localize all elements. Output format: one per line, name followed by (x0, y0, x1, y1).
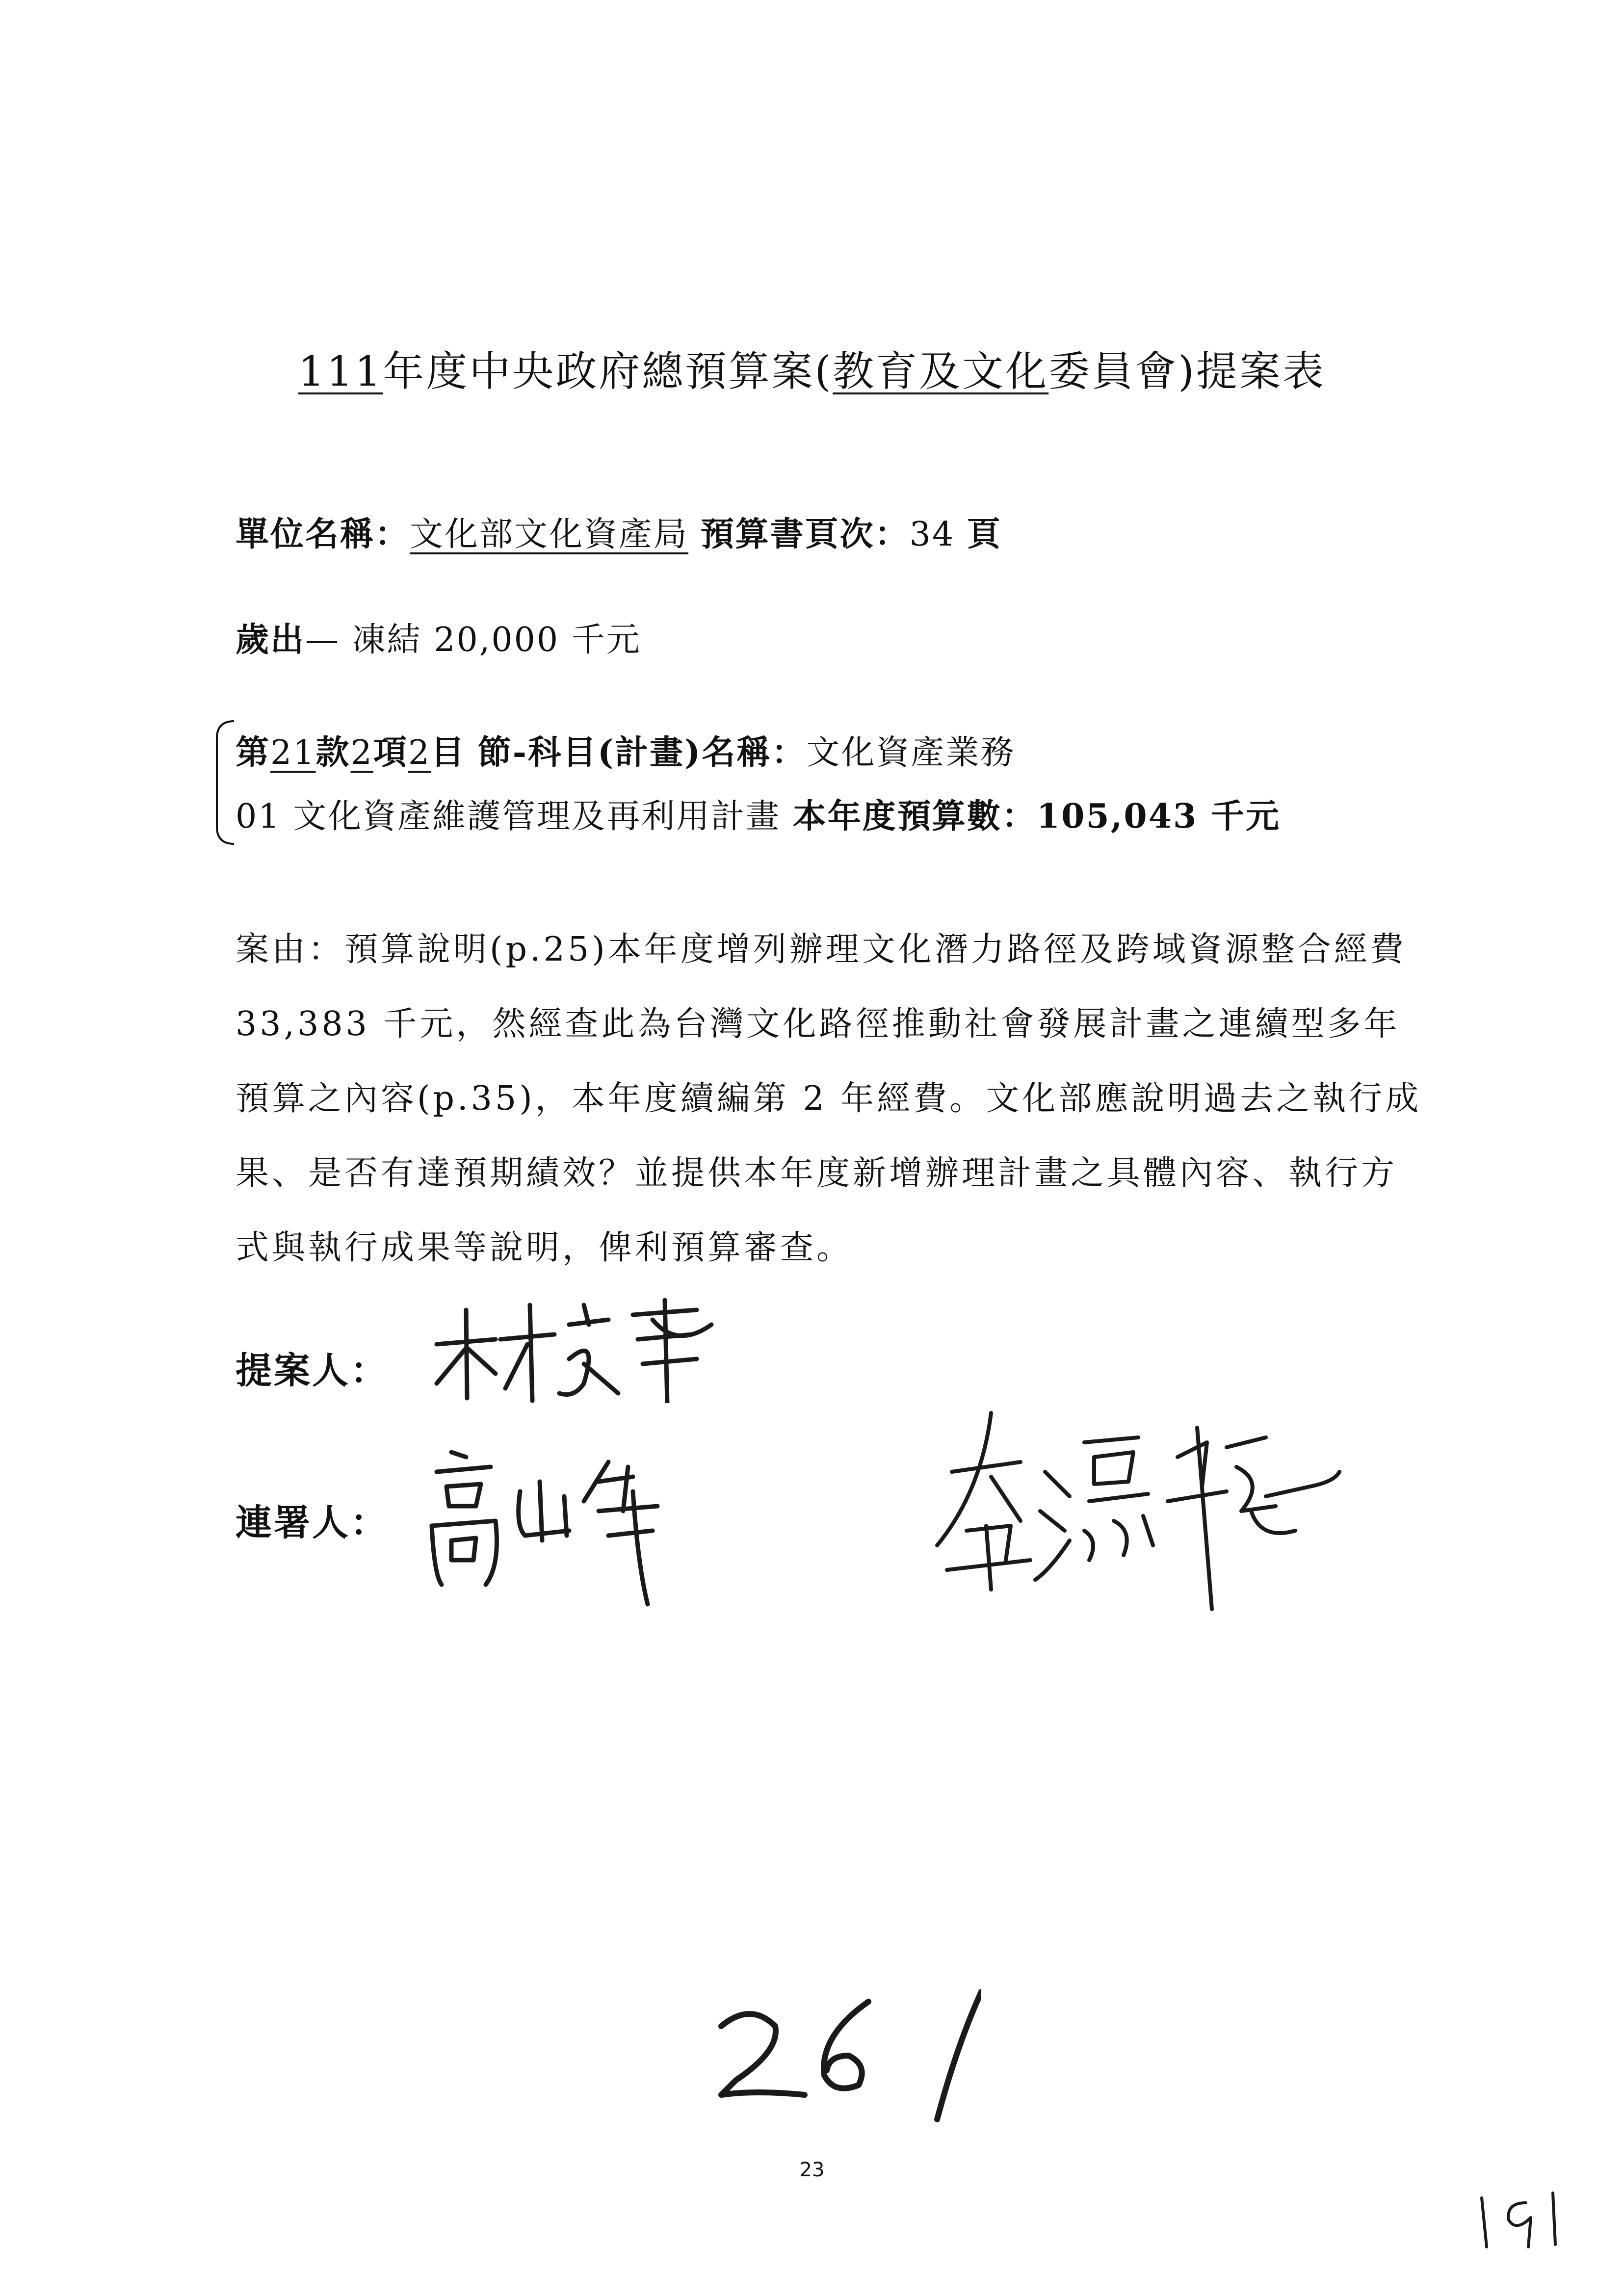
bracket-mark (212, 719, 236, 846)
page-title (0, 339, 1624, 398)
title-year: 111 (298, 347, 383, 395)
item-mu-label: 目 (431, 733, 466, 772)
item-plan: 01 文化資產維護管理及再利用計畫 (236, 797, 781, 836)
item-rest-label: 節-科目(計畫)名稱： (477, 733, 807, 772)
page-ref-label: 預算書頁次： (700, 515, 910, 554)
page-ref-value: 34 (909, 515, 955, 554)
item-line-2 (236, 790, 1281, 837)
title-part1: 年度中央政府總預算案( (383, 347, 833, 395)
expenditure-dash: — (305, 621, 341, 659)
cosigner-signature-2 (922, 1383, 1344, 1648)
expenditure-label: 歲出 (236, 620, 306, 659)
item-mu: 2 (408, 733, 431, 772)
page-ref-unit: 頁 (967, 515, 1002, 554)
reason-paragraph: 案由：預算說明(p.25)本年度增列辦理文化潛力路徑及跨域資源整合經費 33,383 千元，然經查此為台灣文化路徑推動社會發展計畫之連續型多年預算之內容(p.35)，本年度續編第 2 年經費。文化部應說明過去之執行成果、是否有達預期績效？並提供本年度新增辦理計畫之具體內容、執行方式與執行成果等說明，俾利預算審查。 (236, 930, 1422, 1267)
item-kuan-label: 款 (315, 733, 351, 772)
cosigner-signature-1 (422, 1437, 697, 1609)
expenditure-value: 凍結 20,000 千元 (352, 621, 641, 659)
item-kuan: 21 (270, 733, 316, 772)
unit-value: 文化部文化資產局 (410, 515, 689, 554)
expenditure-line (236, 613, 641, 661)
budget-label: 本年度預算數： (792, 797, 1037, 836)
proposer-signature (422, 1285, 726, 1403)
corner-number (1472, 2183, 1570, 2252)
title-committee: 教育及文化 (833, 347, 1049, 395)
title-part2: 委員會)提案表 (1048, 347, 1326, 395)
proposer-label: 提案人： (236, 1350, 389, 1392)
cosigner-label: 連署人： (236, 1502, 389, 1544)
unit-line (236, 508, 1002, 555)
unit-label: 單位名稱： (236, 515, 410, 554)
budget-value: 105,043 千元 (1036, 797, 1281, 836)
handwritten-number (707, 1982, 981, 2129)
item-line-1 (236, 726, 1015, 774)
item-xiang: 2 (350, 733, 373, 772)
page-number: 23 (799, 2159, 825, 2181)
item-subject: 文化資產業務 (806, 733, 1016, 772)
item-di: 第 (236, 733, 271, 772)
item-xiang-label: 項 (373, 733, 408, 772)
